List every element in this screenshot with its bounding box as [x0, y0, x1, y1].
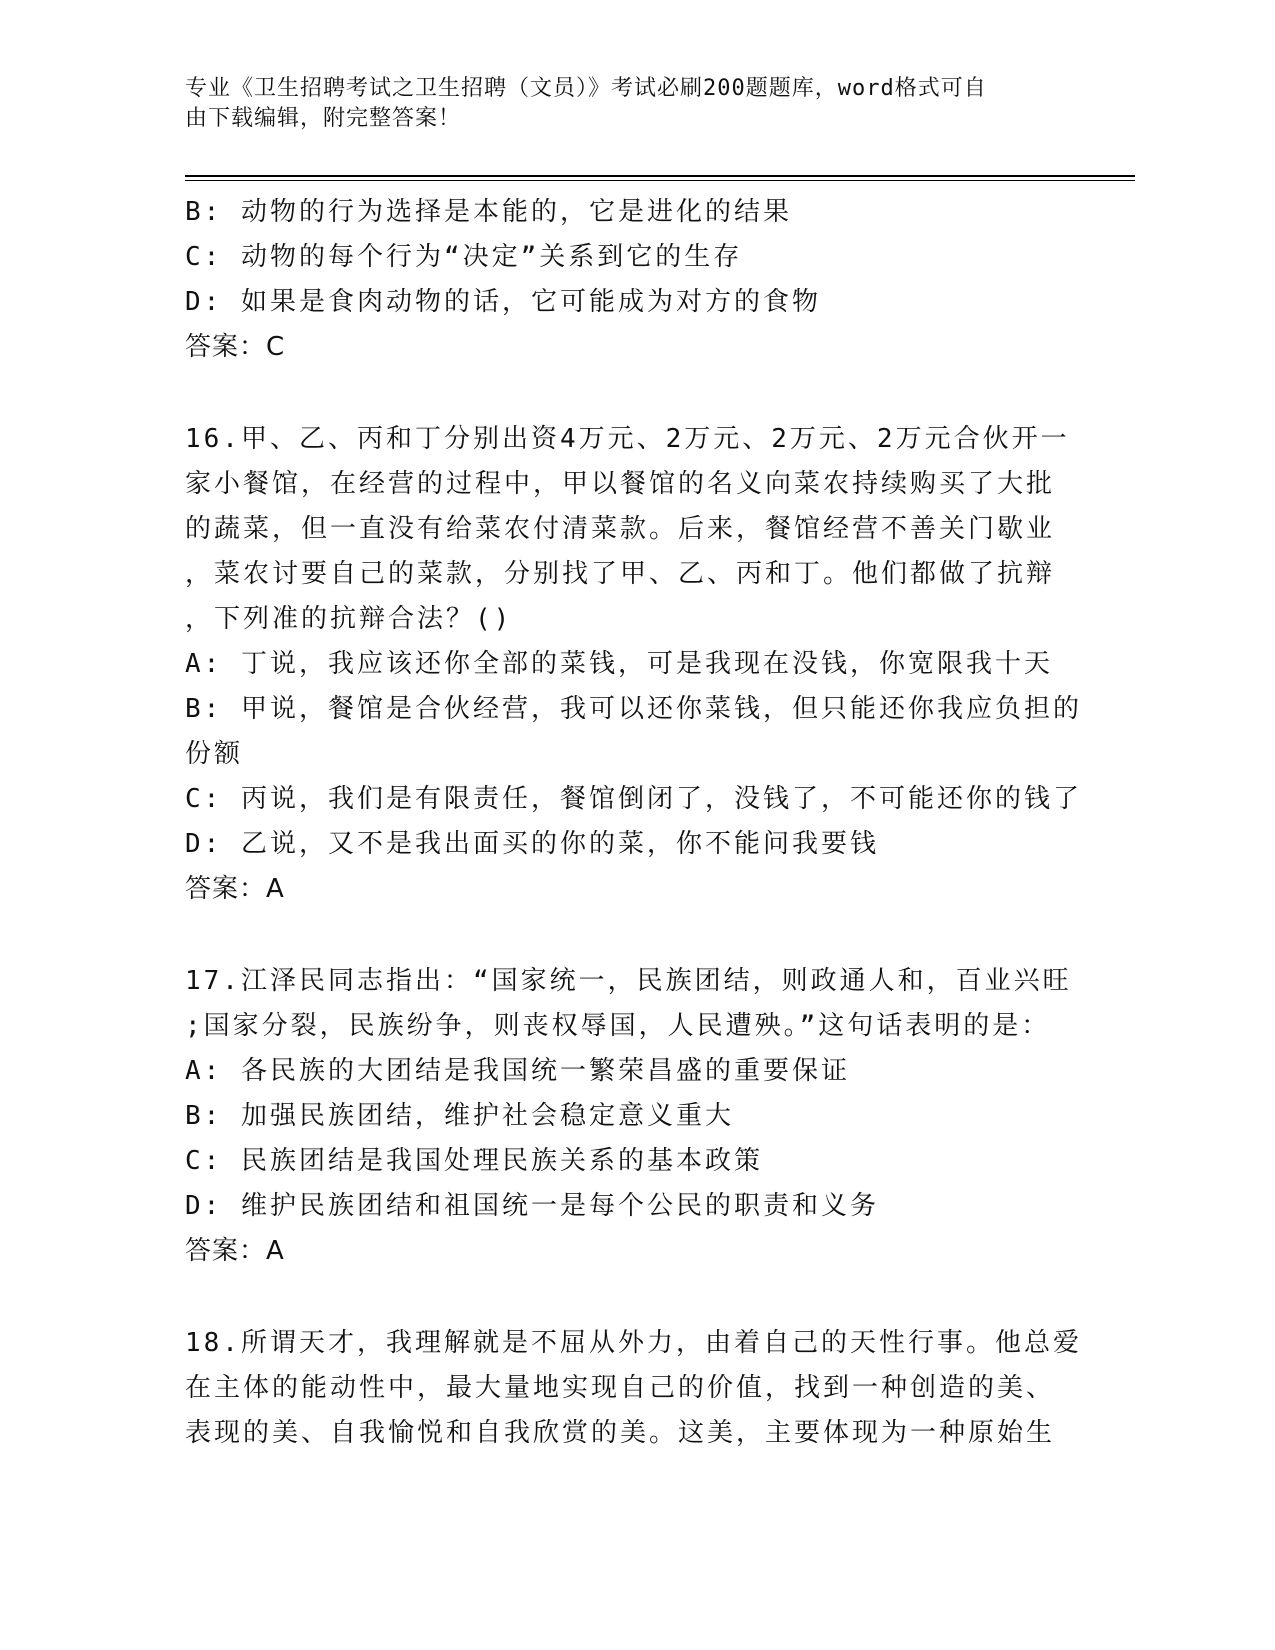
question-18: [185, 1321, 1082, 1456]
spacer: [185, 912, 1065, 959]
spacer: [185, 370, 1065, 417]
q17-option-c: C: 民族团结是我国处理民族关系的基本政策: [185, 1146, 763, 1176]
header-line-2: 由下载编辑，附完整答案！: [185, 106, 462, 131]
q16-stem-line: ，菜农讨要自己的菜款，分别找了甲、乙、丙和丁。他们都做了抗辩: [185, 559, 1056, 589]
q16-stem-line: 16.甲、乙、丙和丁分别出资4万元、2万元、2万元、2万元合伙开一: [185, 424, 1070, 454]
q15-option-d: D: 如果是食肉动物的话，它可能成为对方的食物: [185, 287, 821, 317]
q17-option-a: A: 各民族的大团结是我国统一繁荣昌盛的重要保证: [185, 1056, 850, 1086]
q15-option-c: C: 动物的每个行为“决定”关系到它的生存: [185, 242, 743, 272]
q16-stem-line: ，下列准的抗辩合法？(): [185, 604, 513, 634]
q16-option-c: C: 丙说，我们是有限责任，餐馆倒闭了，没钱了，不可能还你的钱了: [185, 784, 1082, 814]
q17-option-b: B: 加强民族团结，维护社会稳定意义重大: [185, 1101, 734, 1131]
q16-stem-line: 家小餐馆，在经营的过程中，甲以餐馆的名义向菜农持续购买了大批: [185, 469, 1056, 499]
q16-option-d: D: 乙说，又不是我出面买的你的菜，你不能问我要钱: [185, 829, 879, 859]
q15-answer: 答案：C: [185, 332, 286, 362]
q16-option-b: B: 甲说，餐馆是合伙经营，我可以还你菜钱，但只能还你我应负担的: [185, 694, 1082, 724]
q18-stem-line: 18.所谓天才，我理解就是不屈从外力，由着自己的天性行事。他总爱: [185, 1328, 1082, 1358]
header-rule-thick: [185, 175, 1135, 177]
q17-answer: 答案：A: [185, 1236, 285, 1266]
q16-option-a: A: 丁说，我应该还你全部的菜钱，可是我现在没钱，你宽限我十天: [185, 649, 1053, 679]
document-body: [185, 190, 1082, 1456]
q17-stem-line: ;国家分裂，民族纷争，则丧权辱国，人民遭殃。”这句话表明的是：: [185, 1011, 1051, 1041]
document-header: [185, 74, 1065, 134]
question-16: [185, 417, 1082, 912]
spacer: [185, 1274, 1065, 1321]
header-line-1: 专业《卫生招聘考试之卫生招聘（文员）》考试必刷200题题库，word格式可自: [185, 76, 987, 101]
q16-answer: 答案：A: [185, 874, 285, 904]
header-rule-thin: [185, 180, 1135, 181]
q18-stem-line: 在主体的能动性中，最大量地实现自己的价值，找到一种创造的美、: [185, 1373, 1056, 1403]
question-15: [185, 190, 1065, 370]
question-17: [185, 959, 1072, 1274]
q16-stem-line: 的蔬菜，但一直没有给菜农付清菜款。后来，餐馆经营不善关门歇业: [185, 514, 1056, 544]
q15-option-b: B: 动物的行为选择是本能的，它是进化的结果: [185, 197, 792, 227]
q17-option-d: D: 维护民族团结和祖国统一是每个公民的职责和义务: [185, 1191, 879, 1221]
q16-option-b-continued: 份额: [185, 739, 244, 769]
q18-stem-line: 表现的美、自我愉悦和自我欣赏的美。这美，主要体现为一种原始生: [185, 1418, 1056, 1448]
q17-stem-line: 17.江泽民同志指出：“国家统一，民族团结，则政通人和，百业兴旺: [185, 966, 1072, 996]
